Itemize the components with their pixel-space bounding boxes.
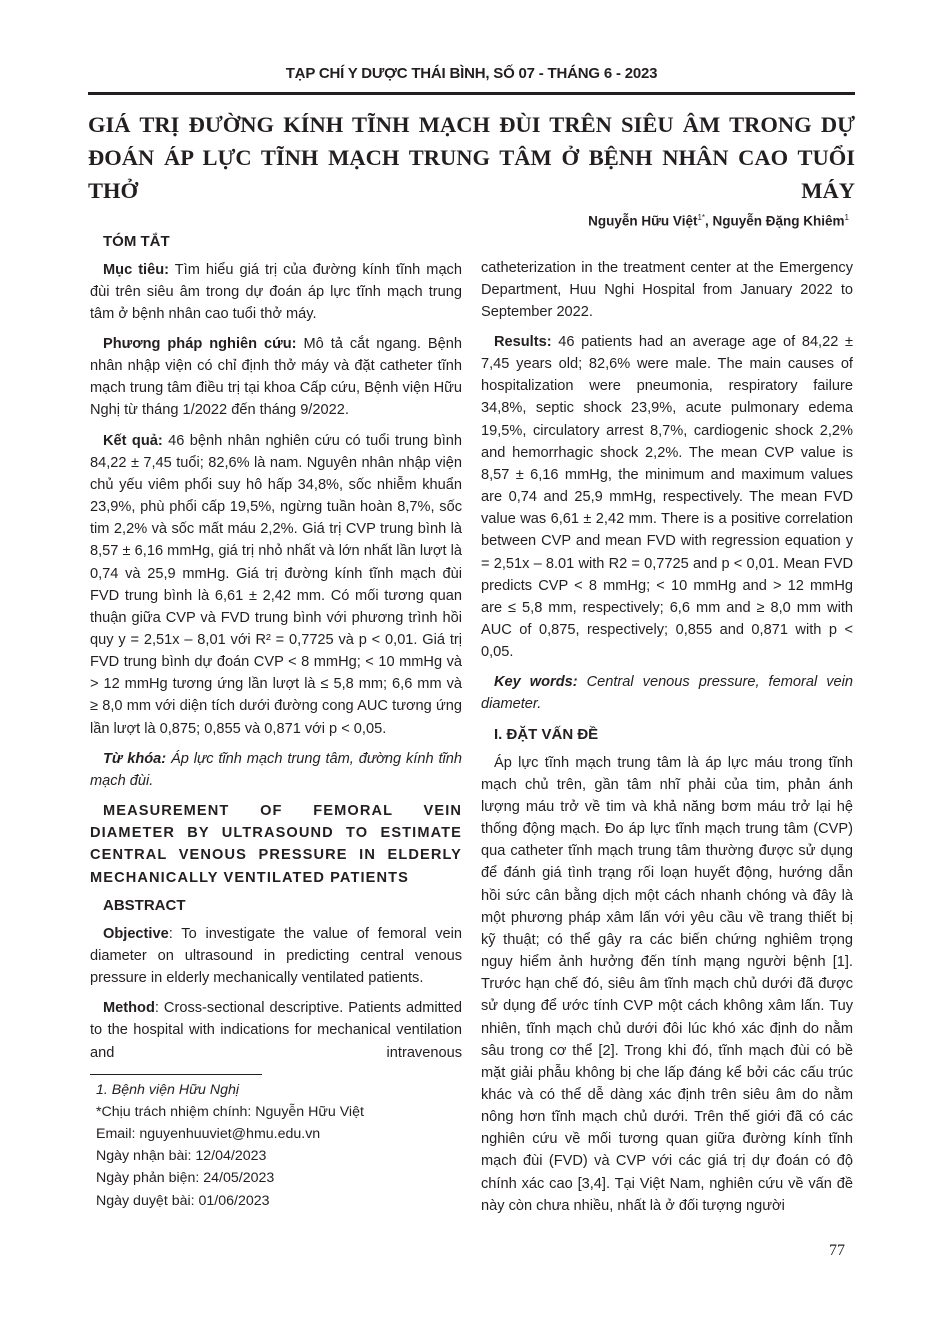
en-title: MEASUREMENT OF FEMORAL VEIN DIAMETER BY ULTRASOUND TO ESTIMATE CENTRAL VENOUS PRESSURE IN ELDERLY MECHANICALLY VENTILATED PATIENTS — [90, 803, 462, 886]
en-keywords-label: Key words: — [494, 674, 578, 691]
header-rule — [88, 92, 855, 95]
body-columns — [88, 231, 855, 1261]
en-abstract-heading: ABSTRACT — [103, 896, 186, 914]
footnote-affiliation: 1. Bệnh viện Hữu Nghị — [96, 1081, 240, 1098]
footnote-email: Email: nguyenhuuviet@hmu.edu.vn — [96, 1126, 321, 1143]
en-method-label: Method — [103, 1000, 155, 1017]
page-number: 77 — [829, 1241, 845, 1259]
vi-abstract-heading: TÓM TẮT — [103, 232, 170, 250]
vi-method-label: Phương pháp nghiên cứu: — [103, 335, 297, 352]
article-title — [88, 108, 855, 207]
en-method-continued: catheterization in the treatment center at the Emergency Department, Huu Nghi Hospital from January 2022 to September 2022. — [481, 259, 853, 320]
vi-results — [90, 430, 462, 740]
title-line-1: GIÁ TRỊ ĐƯỜNG KÍNH TĨNH MẠCH ĐÙI TRÊN SIÊU ÂM TRONG DỰ — [88, 112, 855, 137]
vi-objective — [90, 259, 462, 325]
intro-text: Áp lực tĩnh mạch trung tâm là áp lực máu trong tĩnh mạch chủ trên, gần tâm nhĩ phải của tim, phản ánh lượng máu trở về tim và khả năng bơm máu trở lại hệ thống động mạch. Đo áp lực tĩnh mạch trung tâm (CVP) qua catheter tĩnh mạch trung tâm thường được sử dụng để đánh giá tình trạng rối loạn huyết động, hướng dẫn hồi sức cân bằng dịch một cách nhanh chóng và đây là một phương pháp xâm lấn với yêu cầu về trang thiết bị kỹ thuật; có thể gây ra các biến chứng nghiêm trọng nguy hiểm ảnh hưởng đến tính mạng người bệnh [1]. Trước hạn chế đó, siêu âm tĩnh mạch chủ dưới đã được sử dụng để ước tính CVP một cách không xâm lấn. Tuy nhiên, tĩnh mạch chủ dưới đôi lúc khó xác định do nằm sâu trong cơ thể [2]. Trong khi đó, tĩnh mạch đùi có bề mặt giải phẫu không bị che lấp đáng kể bởi các cấu trúc khác và có thể dễ dàng xác định trên siêu âm do nằm nông hơn tĩnh mạch chủ dưới. Trên thế giới đã có các nghiên cứu về mối tương quan giữa đường kính tĩnh mạch đùi (FVD) và CVP với các giá trị dự đoán có độ chính xác cao [3,4]. Tại Việt Nam, nghiên cứu về vấn đề này còn chưa nhiều, nhất là ở đối tượng người — [481, 754, 853, 1214]
authors — [88, 209, 855, 231]
vi-keywords — [90, 748, 462, 792]
vi-results-text: 46 bệnh nhân nghiên cứu có tuổi trung bình 84,22 ± 7,45 tuổi; 82,6% là nam. Nguyên nhân nhập viện chủ yếu viêm phổi suy hô hấp 34,8%, sốc nhiễm khuẩn 23,9%, phù phổi cấp 19,5%, ngừng tuần hoàn 8,7%, sốc tim 2,2% và sốc mất máu 2,2%. Giá trị CVP trung bình là 8,57 ± 6,16 mmHg, giá trị nhỏ nhất và lớn nhất lần lượt là 0,74 và 25,9 mmHg. Giá trị đường kính tĩnh mạch đùi FVD trung bình là 6,61 ± 2,42 mm. Có mối tương quan thuận giữa CVP và FVD trung bình với phương trình hồi quy y = 2,51x – 8,01 với R² = 0,7725 và p < 0,01. Giá trị FVD trung bình dự đoán CVP < 8 mmHg; < 10 mmHg và > 12 mmHg tương ứng lần lượt là ≤ 5,8 mm; 6,6 mm và ≥ 8,0 mm với diện tích dưới đường cong AUC tương ứng lần lượt là 0,875; 0,855 và 0,871 với p < 0,05. — [90, 432, 462, 737]
author-2-affiliation-mark: 1 — [844, 213, 849, 222]
en-objective — [90, 923, 462, 989]
en-results — [481, 331, 853, 663]
footnote-received: Ngày nhận bài: 12/04/2023 — [96, 1148, 267, 1165]
vi-keywords-text: Áp lực tĩnh mạch trung tâm, đường kính tĩnh mạch đùi. — [90, 750, 462, 789]
en-objective-label: Objective — [103, 925, 169, 942]
vi-keywords-label: Từ khóa: — [103, 750, 167, 767]
en-keywords-text: Central venous pressure, femoral vein diameter. — [481, 674, 853, 713]
footnote-accepted: Ngày duyệt bài: 01/06/2023 — [96, 1192, 270, 1209]
vi-objective-label: Mục tiêu: — [103, 261, 169, 278]
author-2: Nguyễn Đặng Khiêm — [712, 213, 845, 229]
en-method — [90, 997, 462, 1063]
left-column — [90, 231, 462, 1212]
en-results-label: Results: — [494, 333, 552, 350]
en-results-text: 46 patients had an average age of 84,22 ± 7,45 years old; 82,6% were male. The main causes of hospitalization were pneumonia, respiratory failure 34,8%, septic shock 23,9%, acute pulmonary edema 19,5%, circulatory arrest 8,7%, cardiogenic shock 2,2% and hemorrhagic shock 2,2%. The mean CVP value is 8,57 ± 6,16 mmHg, the minimum and maximum values are 0,74 and 25,9 mmHg, respectively. The mean FVD value was 6,61 ± 2,42 mm. There is a positive correlation between CVP and mean FVD with regression equation y = 2,51x – 8.01 with R2 = 0,7725 and p < 0,01. Mean FVD predicts CVP < 8 mmHg; < 10 mmHg and > 12 mmHg are ≤ 5,8 mm, respectively; 6,6 mm and ≥ 8,0 mm with AUC of 0,875, respectively; 0,855 and 0,871 with p < 0,05. — [481, 333, 853, 661]
footnotes — [96, 1079, 462, 1212]
en-method-text: : Cross-sectional descriptive. Patients admitted to the hospital with indications for mechanical ventilation and intravenous — [90, 1000, 462, 1061]
author-separator: , — [705, 213, 713, 229]
vi-method — [90, 333, 462, 422]
right-column — [481, 231, 853, 1261]
author-1-affiliation-mark: 1* — [697, 213, 706, 222]
footnote-rule — [90, 1074, 262, 1075]
en-objective-text: : To investigate the value of femoral vein diameter on ultrasound in predicting central venous pressure in elderly mechanically ventilated patients. — [90, 925, 462, 987]
intro-heading: I. ĐẶT VẤN ĐỀ — [494, 725, 599, 743]
en-keywords — [481, 671, 853, 715]
vi-objective-text: Tìm hiểu giá trị của đường kính tĩnh mạch đùi trên siêu âm trong dự đoán áp lực tĩnh mạch trung tâm ở bệnh nhân cao tuổi thở máy. — [90, 261, 462, 322]
vi-results-label: Kết quả: — [103, 432, 163, 449]
vi-method-text: Mô tả cắt ngang. Bệnh nhân nhập viện có chỉ định thở máy và đặt catheter tĩnh mạch trung tâm điều trị tại khoa Cấp cứu, Bệnh viện Hữu Nghị từ tháng 1/2022 đến tháng 9/2022. — [90, 335, 463, 419]
footnote-corresponding: *Chịu trách nhiệm chính: Nguyễn Hữu Việt — [96, 1103, 364, 1120]
title-line-2: ĐOÁN ÁP LỰC TĨNH MẠCH TRUNG TÂM Ở BỆNH NHÂN CAO TUỔI THỞ MÁY — [88, 145, 855, 203]
author-1: Nguyễn Hữu Việt — [588, 213, 698, 229]
journal-header: TẠP CHÍ Y DƯỢC THÁI BÌNH, SỐ 07 - THÁNG 6 - 2023 — [285, 65, 658, 82]
footnote-reviewed: Ngày phản biện: 24/05/2023 — [96, 1170, 275, 1187]
